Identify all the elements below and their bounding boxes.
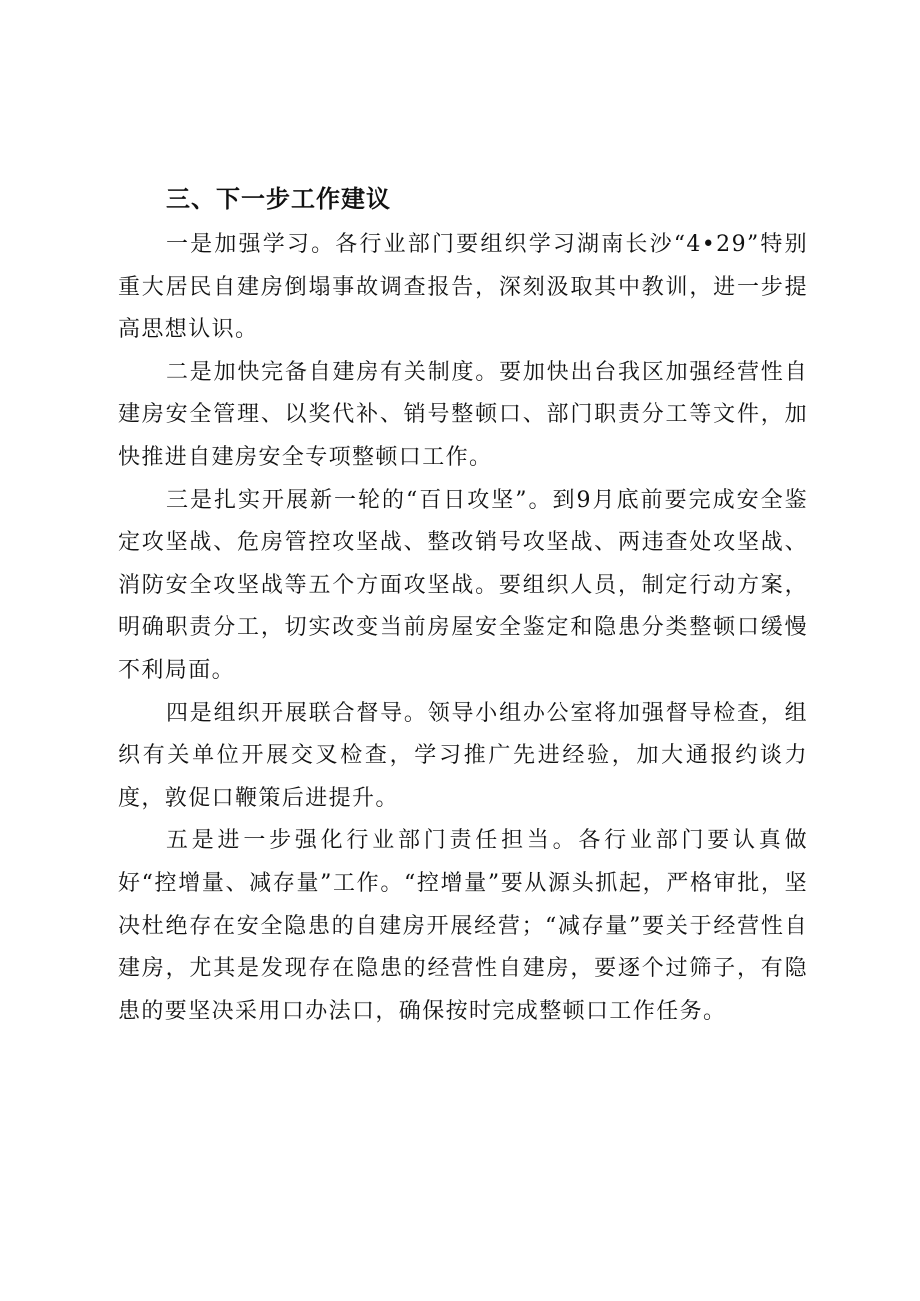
paragraph-hundred-day-campaign: 三是扎实开展新一轮的“百日攻坚”。到9月底前要完成安全鉴定攻坚战、危房管控攻坚战、整改销号攻坚战、两违查处攻坚战、消防安全攻坚战等五个方面攻坚战。要组织人员，制定行动方案，明确职责分工，切实改变当前房屋安全鉴定和隐患分类整顿口缓慢不利局面。	[118, 487, 808, 683]
paragraph-study: 一是加强学习。各行业部门要组织学习湖南长沙“4•29”特别重大居民自建房倒塌事故调查报告，深刻汲取其中教训，进一步提高思想认识。	[118, 232, 808, 343]
paragraph-regulations: 二是加快完备自建房有关制度。要加快出台我区加强经营性自建房安全管理、以奖代补、销号整顿口、部门职责分工等文件，加快推进自建房安全专项整顿口工作。	[118, 359, 808, 470]
paragraph-joint-supervision: 四是组织开展联合督导。领导小组办公室将加强督导检查，组织有关单位开展交叉检查，学习推广先进经验，加大通报约谈力度，敦促口鞭策后进提升。	[118, 700, 808, 811]
paragraph-industry-responsibility: 五是进一步强化行业部门责任担当。各行业部门要认真做好“控增量、减存量”工作。“控增量”要从源头抓起，严格审批，坚决杜绝存在安全隐患的自建房开展经营；“减存量”要关于经营性自建房，尤其是发现存在隐患的经营性自建房，要逐个过筛子，有隐患的要坚决采用口办法口，确保按时完成整顿口工作任务。	[118, 828, 808, 1024]
document-body	[118, 174, 808, 1033]
section-heading: 三、下一步工作建议	[166, 184, 391, 213]
